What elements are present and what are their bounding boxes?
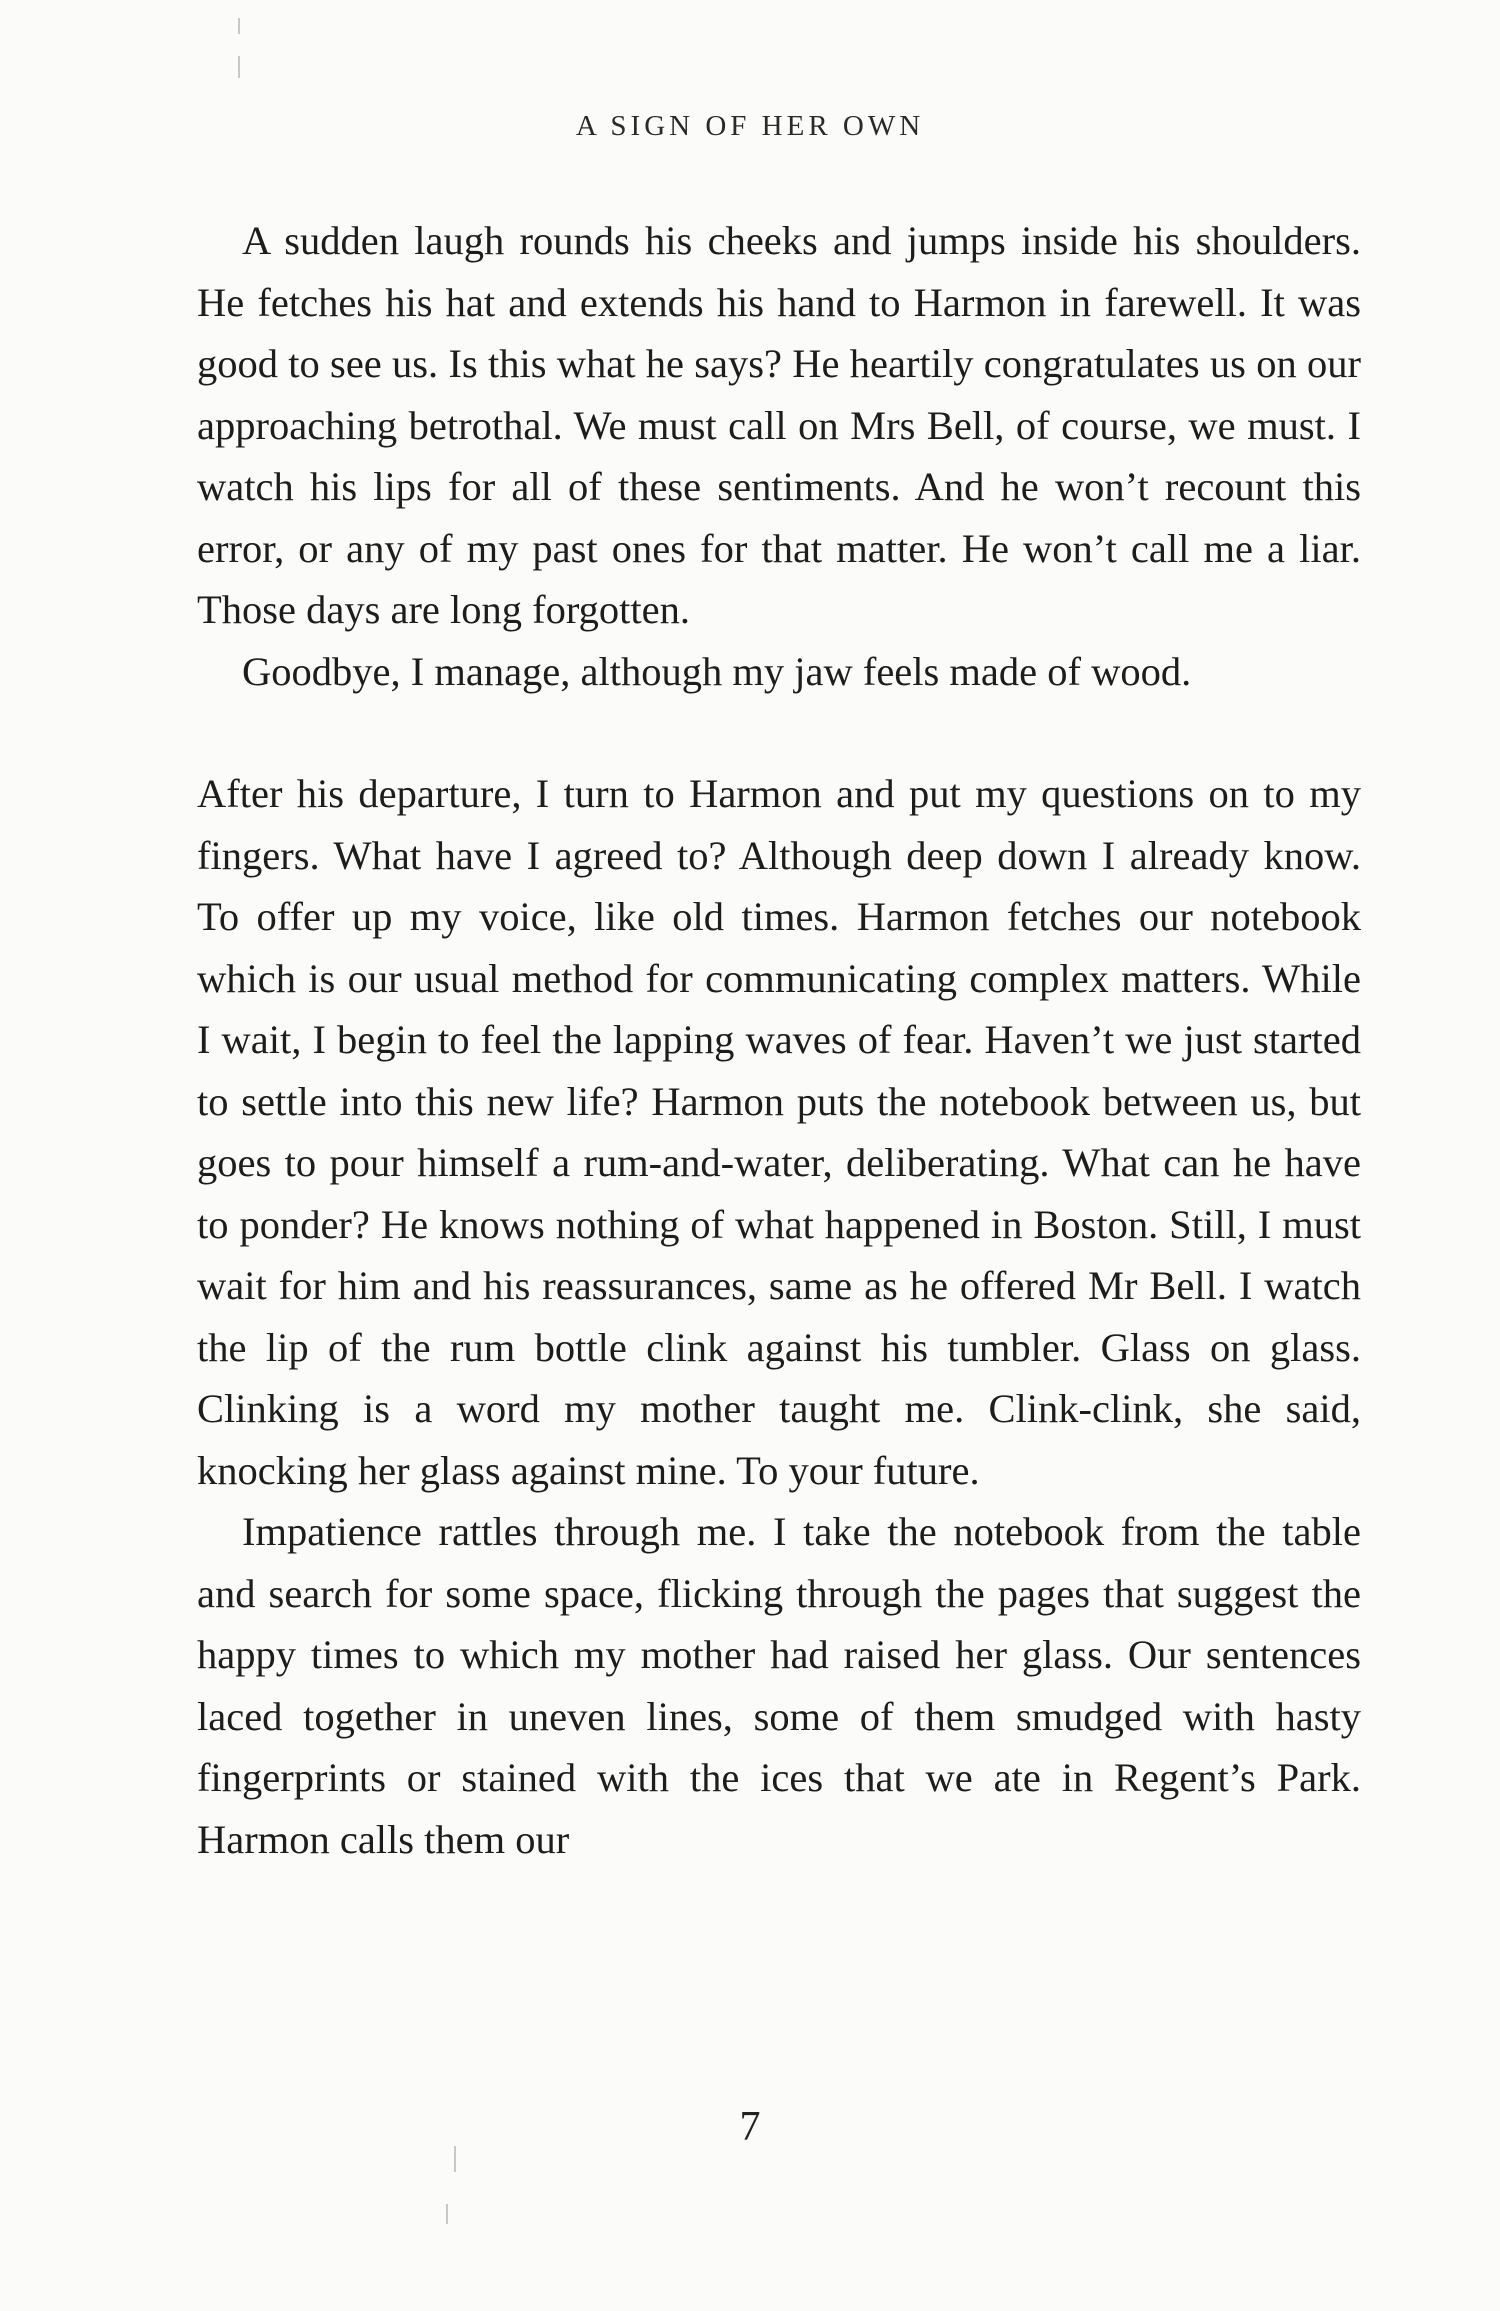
body-text xyxy=(197,210,1361,1870)
running-head: A SIGN OF HER OWN xyxy=(575,110,925,142)
paragraph: Goodbye, I manage, although my jaw feels made of wood. xyxy=(242,648,1192,694)
paragraph: After his departure, I turn to Harmon and put my questions on to my fingers. What have I agreed to? Although deep down I already know. To offer up my voice, like old times. Harmon fetches our notebook which is our usual method for communicating complex matters. While I wait, I begin to feel the lapping waves of fear. Haven’t we just started to settle into this new life? Harmon puts the notebook between us, but goes to pour himself a rum-and-water, deliberating. What can he have to ponder? He knows nothing of what happened in Boston. Still, I must wait for him and his reassurances, same as he offered Mr Bell. I watch the lip of the rum bottle clink against his tumbler. Glass on glass. Clinking is a word my mother taught me. Clink-clink, she said, knocking her glass against mine. To your future. xyxy=(197,771,1361,1493)
paragraph: Impatience rattles through me. I take the notebook from the table and search for some space, flicking through the pages that suggest the happy times to which my mother had raised her glass. Our sentences laced together in uneven lines, some of them smudged with hasty fingerprints or stained with the ices that we ate in Regent’s Park. Harmon calls them our xyxy=(197,1509,1361,1862)
paper-speck xyxy=(238,18,240,34)
paper-speck xyxy=(238,56,240,78)
paragraph: A sudden laugh rounds his cheeks and jumps inside his shoulders. He fetches his hat and extends his hand to Harmon in farewell. It was good to see us. Is this what he says? He heartily congratulates us on our approaching betrothal. We must call on Mrs Bell, of course, we must. I watch his lips for all of these sentiments. And he won’t recount this error, or any of my past ones for that matter. He won’t call me a liar. Those days are long forgotten. xyxy=(197,218,1361,632)
paper-speck xyxy=(446,2204,448,2224)
page-number: 7 xyxy=(739,2104,761,2150)
